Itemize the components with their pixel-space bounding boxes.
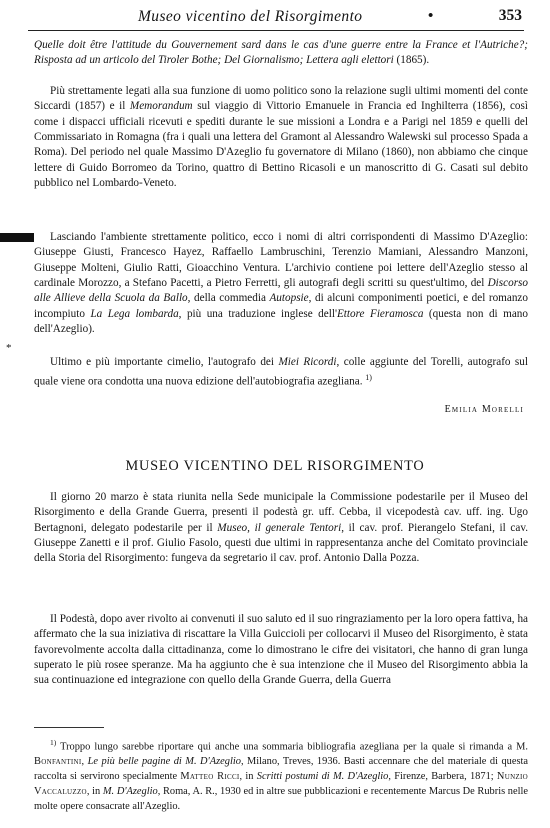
paragraph-political-papers: Più strettamente legati alla sua funzione di uomo politico sono la relazione sugli ultimi momenti del conte Siccardi (1857) e il Memorandum sul viaggio di Vittorio Emanuele in Francia ed Inghilterra (1856), così come i dispacci ufficiali ricevuti e spediti durante le sue missioni a Londra e a Parigi nel 1859 e quelli del Commissariato in Romagna (fra i quali una lettera del Gramont al Alessandro Walewski sul processo Spada a Roma). Del periodo nel quale Massimo D'Azeglio fu governatore di Milano (1860), non abbiamo che cinque lettere di Guido Borromeo da Torino, quattro di Bettino Ricasoli e un manoscritto di G. Casati sul debito pubblico nel Lombardo-Veneto. xyxy=(34,85,528,190)
paragraph-commission: Il giorno 20 marzo è stata riunita nella Sede municipale la Commissione podestarile per il Museo del Risorgimento e della Grande Guerra, presenti il podestà gr. uff. Cebba, il vicepodestà cav. uff. ing. Ugo Bertagnoni, delegato podestarile per il Museo, il generale Tentori, il cav. prof. Pierangelo Stefani, il cav. Giuseppe Zanetti e il prof. Giulio Fasolo, questi due ultimi in rappresentanza anche del Comitato provinciale della Storia del Risorgimento: fungeva da segretario il cav. prof. Antonio Dalla Pozza. xyxy=(34,491,528,565)
running-header xyxy=(28,6,524,31)
footnote-number: 1) xyxy=(50,738,57,747)
page-number: 353 xyxy=(498,7,522,24)
running-title: Museo vicentino del Risorgimento xyxy=(138,8,363,25)
footnote: $^{1)}$ Troppo lungo sarebbe riportare qui anche una sommaria bibliografia azegliana per la quale si rimanda a M. Bonfantini, Le più belle pagine di M. D'Azeglio, Milano, Treves, 1936. Basti accennare che del materiale di questa raccolta si servirono specialmente Matteo Ricci, in Scritti postumi di M. D'Azeglio, Firenze, Barbera, 1871; Nunzio Vaccaluzzo, in M. D'Azeglio, Roma, A. R., 1930 ed in altre sue pubblicazioni e recentemente Marcus De Rubris nelle molte opere consacrate all'Azeglio. xyxy=(34,738,528,813)
margin-bar-mark xyxy=(0,233,34,242)
paragraph-titles: Quelle doit être l'attitude du Gouvernement sard dans le cas d'une guerre entre la France et l'Autriche?; Risposta ad un articolo del Tiroler Bothe; Del Giornalismo; Lettera agli elettori (1865). xyxy=(34,39,528,67)
section-title: MUSEO VICENTINO DEL RISORGIMENTO xyxy=(125,458,425,474)
paragraph-ricordi: Ultimo e più importante cimelio, l'autografo dei Miei Ricordi, colle aggiunte del Torelli, autografo sul quale viene ora condotta una nuova edizione dell'autobiografia azegliana. $^{1)}$ xyxy=(34,356,528,389)
footnote-reference: 1) xyxy=(365,373,372,383)
paragraph-correspondents: Lasciando l'ambiente strettamente politico, ecco i nomi di altri corrispondenti di Massimo D'Azeglio: Giuseppe Giusti, Francesco Hayez, Raffaello Lambruschini, Terenzio Mamiani, Alessandro Manzoni, Giuseppe Molteni, Giulio Ratti, Gioacchino Ventura. L'archivio contiene poi lettere dell'Azeglio stesso al cardinale Morozzo, a Stefano Pacetti, a Pietro Ferretti, gli autografi degli scritti su quest'ultimo, del Discorso alle Allieve della Scuola da Ballo, della commedia Autopsie, di alcuni componimenti poetici, e del romanzo incompiuto La Lega lombarda, più una traduzione inglese dell'Ettore Fieramosca (questa non di mano dell'Azeglio). xyxy=(34,231,528,336)
paragraph-podesta: Il Podestà, dopo aver rivolto ai convenuti il suo saluto ed il suo ringraziamento per la loro opera fattiva, ha affermato che la sua iniziativa di riscattare la Villa Guiccioli per collocarvi il Museo del Risorgimento, è stata favorevolmente accolta dalla cittadinanza, come lo dimostrano le cifre dei visitatori, che hanno di gran lunga superato le più rosee speranze. Ma ha aggiunto che è sua intenzione che il Museo del Risorgimento abbia la sua continuazione ed integrazione con quello della Grande Guerra, della Guerra xyxy=(34,613,528,687)
footnote-rule xyxy=(34,727,104,728)
author-signature: Emilia Morelli xyxy=(444,404,524,415)
margin-asterisk: * xyxy=(6,342,12,354)
header-separator: • xyxy=(428,8,434,24)
